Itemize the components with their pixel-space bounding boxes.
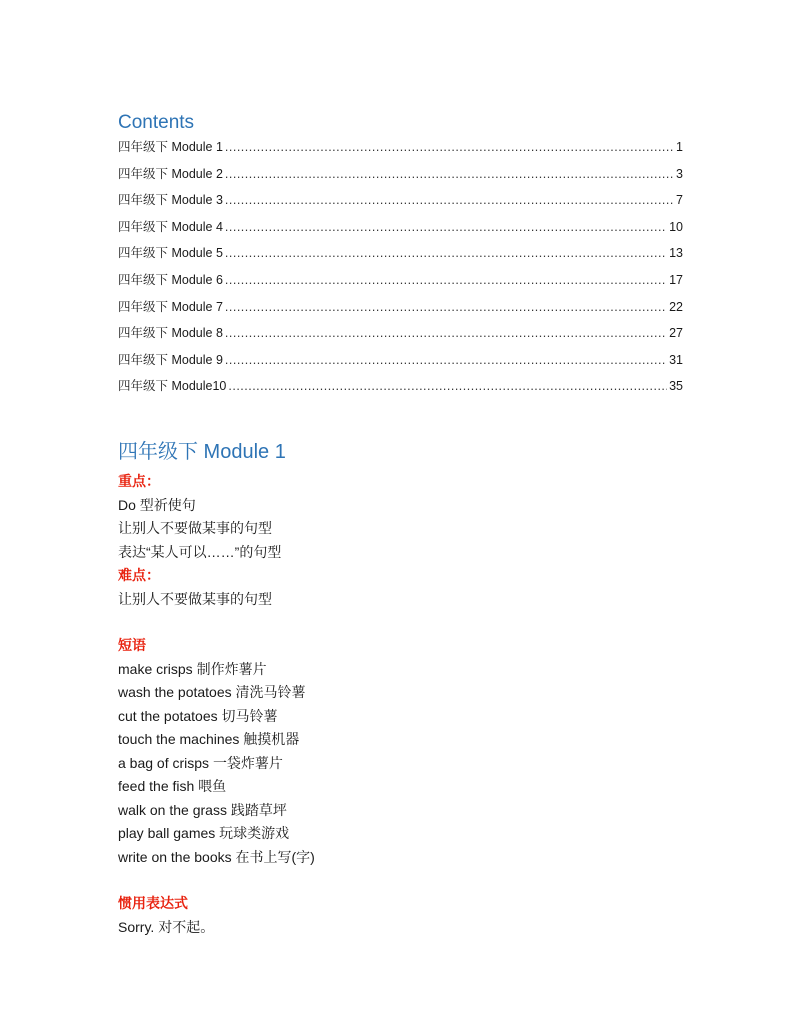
- toc-entry[interactable]: [118, 164, 683, 191]
- table-of-contents: [118, 137, 683, 403]
- difficult-points-label: 难点：: [118, 567, 160, 583]
- toc-entry[interactable]: [118, 190, 683, 217]
- toc-dot-leader: [225, 323, 667, 343]
- phrase: cut the potatoes 切马铃薯: [118, 707, 278, 724]
- toc-entry-label: 四年级下 Module 8: [118, 326, 223, 341]
- toc-dot-leader: [225, 164, 674, 184]
- toc-dot-leader: [225, 297, 667, 317]
- toc-entry-page: 7: [676, 193, 683, 208]
- toc-dot-leader: [225, 270, 667, 290]
- toc-entry[interactable]: [118, 243, 683, 270]
- phrase: a bag of crisps 一袋炸薯片: [118, 754, 283, 771]
- section-content: [118, 470, 718, 939]
- difficult-point: 让别人不要做某事的句型: [118, 590, 272, 607]
- toc-entry-label: 四年级下 Module 7: [118, 299, 223, 314]
- toc-entry-page: 31: [669, 352, 683, 367]
- toc-entry-page: 22: [669, 299, 683, 314]
- phrase: write on the books 在书上写(字): [118, 848, 315, 865]
- toc-entry-page: 35: [669, 379, 683, 394]
- toc-entry[interactable]: [118, 137, 683, 164]
- spacer: [118, 611, 718, 634]
- toc-entry-label: 四年级下 Module10: [118, 379, 227, 394]
- toc-entry[interactable]: [118, 270, 683, 297]
- phrase: play ball games 玩球类游戏: [118, 825, 290, 841]
- toc-entry-label: 四年级下 Module 5: [118, 246, 223, 261]
- phrases-label: 短语: [118, 637, 146, 653]
- phrase: feed the fish 喂鱼: [118, 778, 227, 794]
- toc-entry-page: 1: [676, 140, 683, 154]
- toc-dot-leader: [225, 190, 674, 210]
- expressions-label: 惯用表达式: [118, 895, 188, 911]
- toc-entry[interactable]: [118, 376, 683, 403]
- phrase: wash the potatoes 清洗马铃薯: [118, 684, 306, 700]
- toc-dot-leader: [225, 217, 667, 237]
- toc-entry-label: 四年级下 Module 9: [118, 352, 223, 367]
- key-point: 表达“某人可以……”的句型: [118, 543, 282, 560]
- toc-dot-leader: [225, 137, 674, 157]
- toc-dot-leader: [228, 376, 667, 396]
- toc-entry-label: 四年级下 Module 4: [118, 219, 223, 234]
- toc-entry-page: 10: [669, 219, 683, 234]
- toc-dot-leader: [225, 243, 667, 263]
- key-point: 让别人不要做某事的句型: [118, 520, 272, 536]
- phrase: walk on the grass 践踏草坪: [118, 801, 287, 818]
- spacer: [118, 869, 718, 892]
- toc-entry-label: 四年级下 Module 2: [118, 166, 223, 181]
- toc-entry-label: 四年级下 Module 6: [118, 272, 223, 287]
- phrase: touch the machines 触摸机器: [118, 731, 300, 747]
- toc-entry-label: 四年级下 Module 3: [118, 193, 223, 208]
- key-points-label: 重点：: [118, 473, 160, 489]
- toc-entry-label: 四年级下 Module 1: [118, 140, 223, 154]
- toc-entry-page: 17: [669, 272, 683, 287]
- toc-entry-page: 13: [669, 246, 683, 261]
- toc-entry-page: 3: [676, 166, 683, 181]
- toc-dot-leader: [225, 350, 667, 370]
- toc-title: Contents: [118, 112, 195, 133]
- section-heading: 四年级下 Module 1: [118, 441, 286, 463]
- toc-entry[interactable]: [118, 217, 683, 244]
- toc-entry[interactable]: [118, 323, 683, 350]
- phrase: make crisps 制作炸薯片: [118, 660, 267, 677]
- key-point: Do 型祈使句: [118, 496, 196, 513]
- expression: Sorry. 对不起。: [118, 918, 215, 935]
- toc-entry[interactable]: [118, 297, 683, 324]
- toc-entry-page: 27: [669, 326, 683, 341]
- toc-entry[interactable]: [118, 350, 683, 377]
